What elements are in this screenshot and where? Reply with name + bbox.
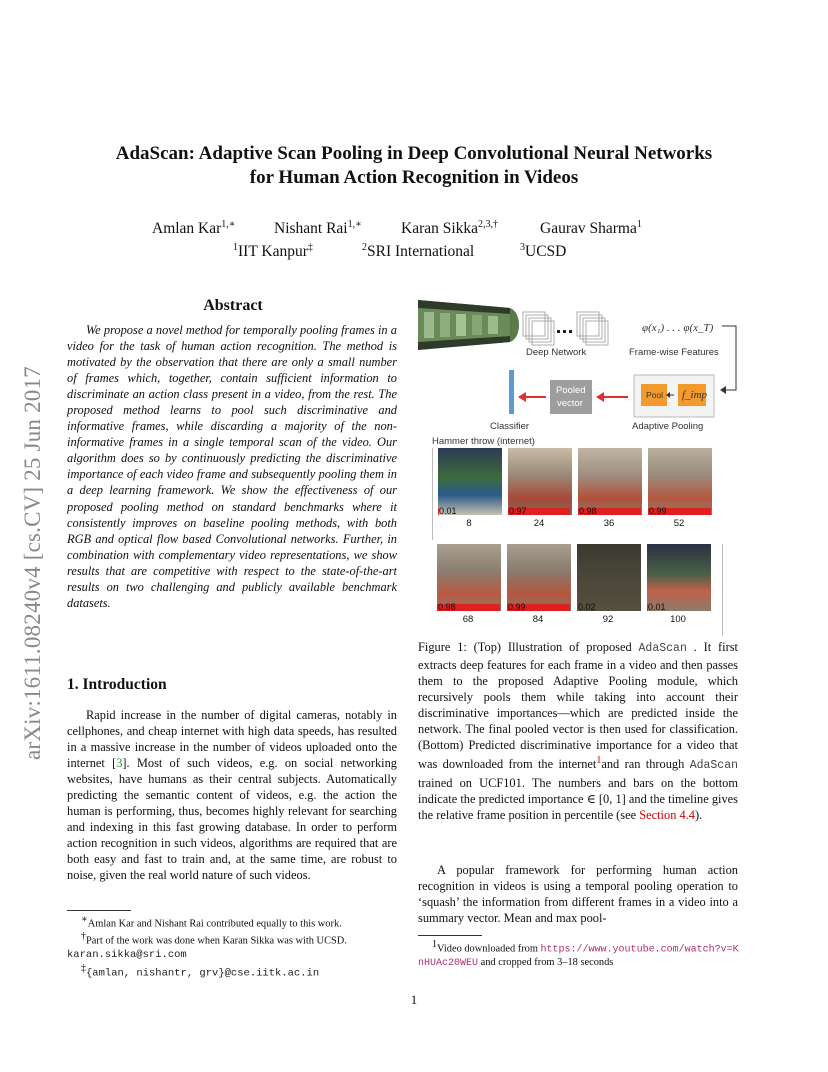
affil-sup: 3 (520, 242, 525, 253)
citation-link[interactable]: 3 (116, 756, 123, 771)
method-name: AdaScan (689, 759, 738, 773)
author-name: Gaurav Sharma (540, 220, 637, 238)
affil-sup: 2 (362, 242, 367, 253)
author-name: Nishant Rai (274, 220, 348, 238)
importance-value: 0.02 (578, 602, 596, 611)
footnote-emails (67, 962, 397, 980)
label-pool: Pool (646, 390, 664, 400)
footnote-mark: † (81, 931, 86, 943)
classifier-bar (509, 370, 514, 414)
affil-name: IIT Kanpur (238, 243, 308, 261)
caption-text: and ran through (601, 757, 690, 772)
author-name: Karan Sikka (401, 220, 479, 238)
author-sup: 1,∗ (221, 219, 236, 230)
importance-value: 0.99 (508, 602, 526, 611)
figure-1 (410, 290, 745, 635)
video-frame-thumb (647, 544, 711, 611)
label-framewise-formula: φ(x₁) . . . φ(x_T) (642, 322, 714, 334)
figure-caption (418, 639, 738, 823)
label-fimp: f_imp (682, 389, 708, 401)
footnote-sri (67, 930, 397, 961)
footnote-text: Amlan Kar and Nishant Rai contributed equally to this work. (87, 918, 342, 930)
timeline-tick: 52 (673, 518, 685, 529)
body-paragraph-right: A popular framework for performing human action recognition in videos is using a temporal pooling operation to ‘squash’ the information from different frames in a video into a summary vector. Mean and max pool- (418, 863, 738, 926)
section-link[interactable]: Section 4.4 (639, 807, 695, 822)
title-line-2: for Human Action Recognition in Videos (249, 167, 579, 188)
section-heading-introduction: 1. Introduction (67, 676, 167, 693)
footnote-mark: 1 (432, 939, 437, 950)
author-2 (274, 219, 362, 238)
pipeline-diagram (410, 290, 745, 440)
affil-name: UCSD (525, 243, 567, 261)
caption-text: Figure 1: (Top) Illustration of proposed (418, 640, 639, 654)
author-4 (540, 219, 642, 238)
email-link[interactable]: karan.sikka@sri.com (67, 948, 187, 961)
affiliation-2 (362, 242, 474, 261)
footnote-text: Part of the work was done when Karan Sikka was with UCSD. (86, 935, 347, 947)
label-pooled: Pooled (556, 385, 586, 396)
ellipsis-dots (557, 330, 572, 333)
author-name: Amlan Kar (152, 220, 222, 238)
feedback-arrow (722, 326, 736, 390)
label-adaptive-pooling: Adaptive Pooling (632, 421, 704, 432)
footnote-text: Video downloaded from (437, 943, 541, 955)
importance-value: 0.01 (648, 602, 666, 611)
footnote-text: and cropped from 3–18 seconds (478, 957, 614, 969)
paper-title (60, 142, 768, 190)
label-framewise-features: Frame-wise Features (629, 347, 719, 358)
timeline-tick: 68 (462, 614, 474, 625)
feature-stack-icon (523, 312, 608, 345)
author-sup: 2,3,† (478, 219, 499, 230)
caption-text: trained on UCF101. The numbers and bars on the bottom indicate the predicted importance ∈ [0, 1] and the timeline gives the relative frame position in percentile (see (418, 775, 738, 822)
author-1 (152, 219, 236, 238)
timeline-tick: 84 (532, 614, 544, 625)
footnotes-left (67, 913, 397, 980)
video-frame-thumb (438, 448, 502, 515)
footnote-equal-contribution (67, 913, 397, 930)
author-sup: 1 (636, 219, 642, 230)
abstract-text: We propose a novel method for temporally pooling frames in a video for the task of human action recognition. The method is motivated by the observation that there are only a small number of frames which, together, contain sufficient information to discriminate an action class present in a video, from the rest. The proposed method learns to pool such discriminative and informative frames, while discarding a majority of the non-informative frames in a single temporal scan of the video. Our algorithm does so by continuously predicting the discriminative importance of each video frame and subsequently pooling them in a deep learning framework. We show the effectiveness of our proposed pooling method on standard benchmarks where it consistently improves on baseline pooling methods, with both RGB and optical flow based Convolutional networks. Further, in combination with complementary video representations, we show results that are competitive with respect to the state-of-the-art results on two challenging and publicly available benchmark datasets. (67, 323, 397, 610)
timeline-tick: 92 (602, 614, 614, 625)
footnote-video-source (418, 938, 740, 970)
footnote-link[interactable]: 1 (596, 755, 602, 767)
title-line-1: AdaScan: Adaptive Scan Pooling in Deep Convolutional Neural Networks (115, 143, 713, 164)
label-deep-network: Deep Network (526, 347, 587, 358)
frame-row-2 (432, 544, 723, 636)
footnote-mark: ∗ (81, 914, 88, 925)
page-number: 1 (410, 992, 418, 1007)
video-frame-thumb (507, 544, 571, 611)
arxiv-identifier: arXiv:1611.08240v4 [cs.CV] 25 Jun 2017 (20, 366, 45, 760)
caption-text: ). (694, 807, 703, 822)
footnote-rule (67, 910, 131, 911)
video-frame-thumb (577, 544, 641, 611)
video-frame-thumb (508, 448, 572, 515)
label-vector: vector (557, 398, 583, 409)
affil-name: SRI International (367, 243, 475, 261)
email-link[interactable]: {amlan, nishantr, grv}@cse.iitk.ac.in (86, 967, 320, 980)
label-video-name: Hammer throw (internet) (432, 436, 535, 447)
importance-value: 0.01 (439, 506, 457, 515)
importance-value: 0.98 (438, 602, 456, 611)
affil-sup: 1 (233, 242, 238, 253)
video-frame-thumb (648, 448, 712, 515)
footnote-rule (418, 935, 482, 936)
importance-value: 0.97 (509, 506, 527, 515)
timeline-tick: 24 (533, 518, 545, 529)
affiliation-3 (520, 242, 566, 261)
intro-paragraph (67, 707, 397, 884)
author-3 (401, 219, 498, 238)
youtube-link[interactable]: https://www.youtube.com/watch?v=KnHUAc20WEU (418, 944, 739, 970)
video-frame-thumb (578, 448, 642, 515)
importance-value: 0.99 (649, 506, 667, 515)
timeline-tick: 36 (603, 518, 615, 529)
frame-row-1 (432, 448, 723, 540)
abstract-heading: Abstract (203, 297, 263, 314)
video-frame-thumb (437, 544, 501, 611)
intro-text-cont: ]. Most of such videos, e.g. on social networking websites, have humans as their central subjects. Automatically predicting the semantic content of videos, e.g. the action the human is performing, thus, becomes highly relevant for searching and indexing in this fast growing database. In order to perform action recognition in such videos, algorithms are required that are both easy and fast to train and, at the same time, are robust to noise, given the real world nature of such videos. (67, 756, 397, 883)
author-sup: 1,∗ (347, 219, 362, 230)
method-name: AdaScan (638, 642, 687, 655)
importance-value: 0.98 (579, 506, 597, 515)
timeline-tick: 8 (466, 518, 472, 529)
label-classifier: Classifier (490, 421, 530, 432)
intro-text: Rapid increase in the number of digital cameras, notably in cellphones, and cheap internet with high data speeds, has resulted in a massive increase in the number of videos uploaded onto the internet [ (67, 708, 397, 771)
footnote-mark: ‡ (81, 962, 86, 974)
caption-text: . It first extracts deep features for each frame in a video and then passes them to the proposed Adaptive Pooling module, which recursively pools them while taking into account their discriminative importances—which are predicted inside the network. The final pooled vector is then used for classification. (Bottom) Predicted discriminative importance for a video that was downloaded from the internet (418, 640, 739, 772)
video-frames-icon (418, 300, 519, 350)
affil-mark: ‡ (307, 242, 313, 253)
timeline-tick: 100 (670, 614, 686, 625)
affiliation-1 (233, 242, 313, 261)
